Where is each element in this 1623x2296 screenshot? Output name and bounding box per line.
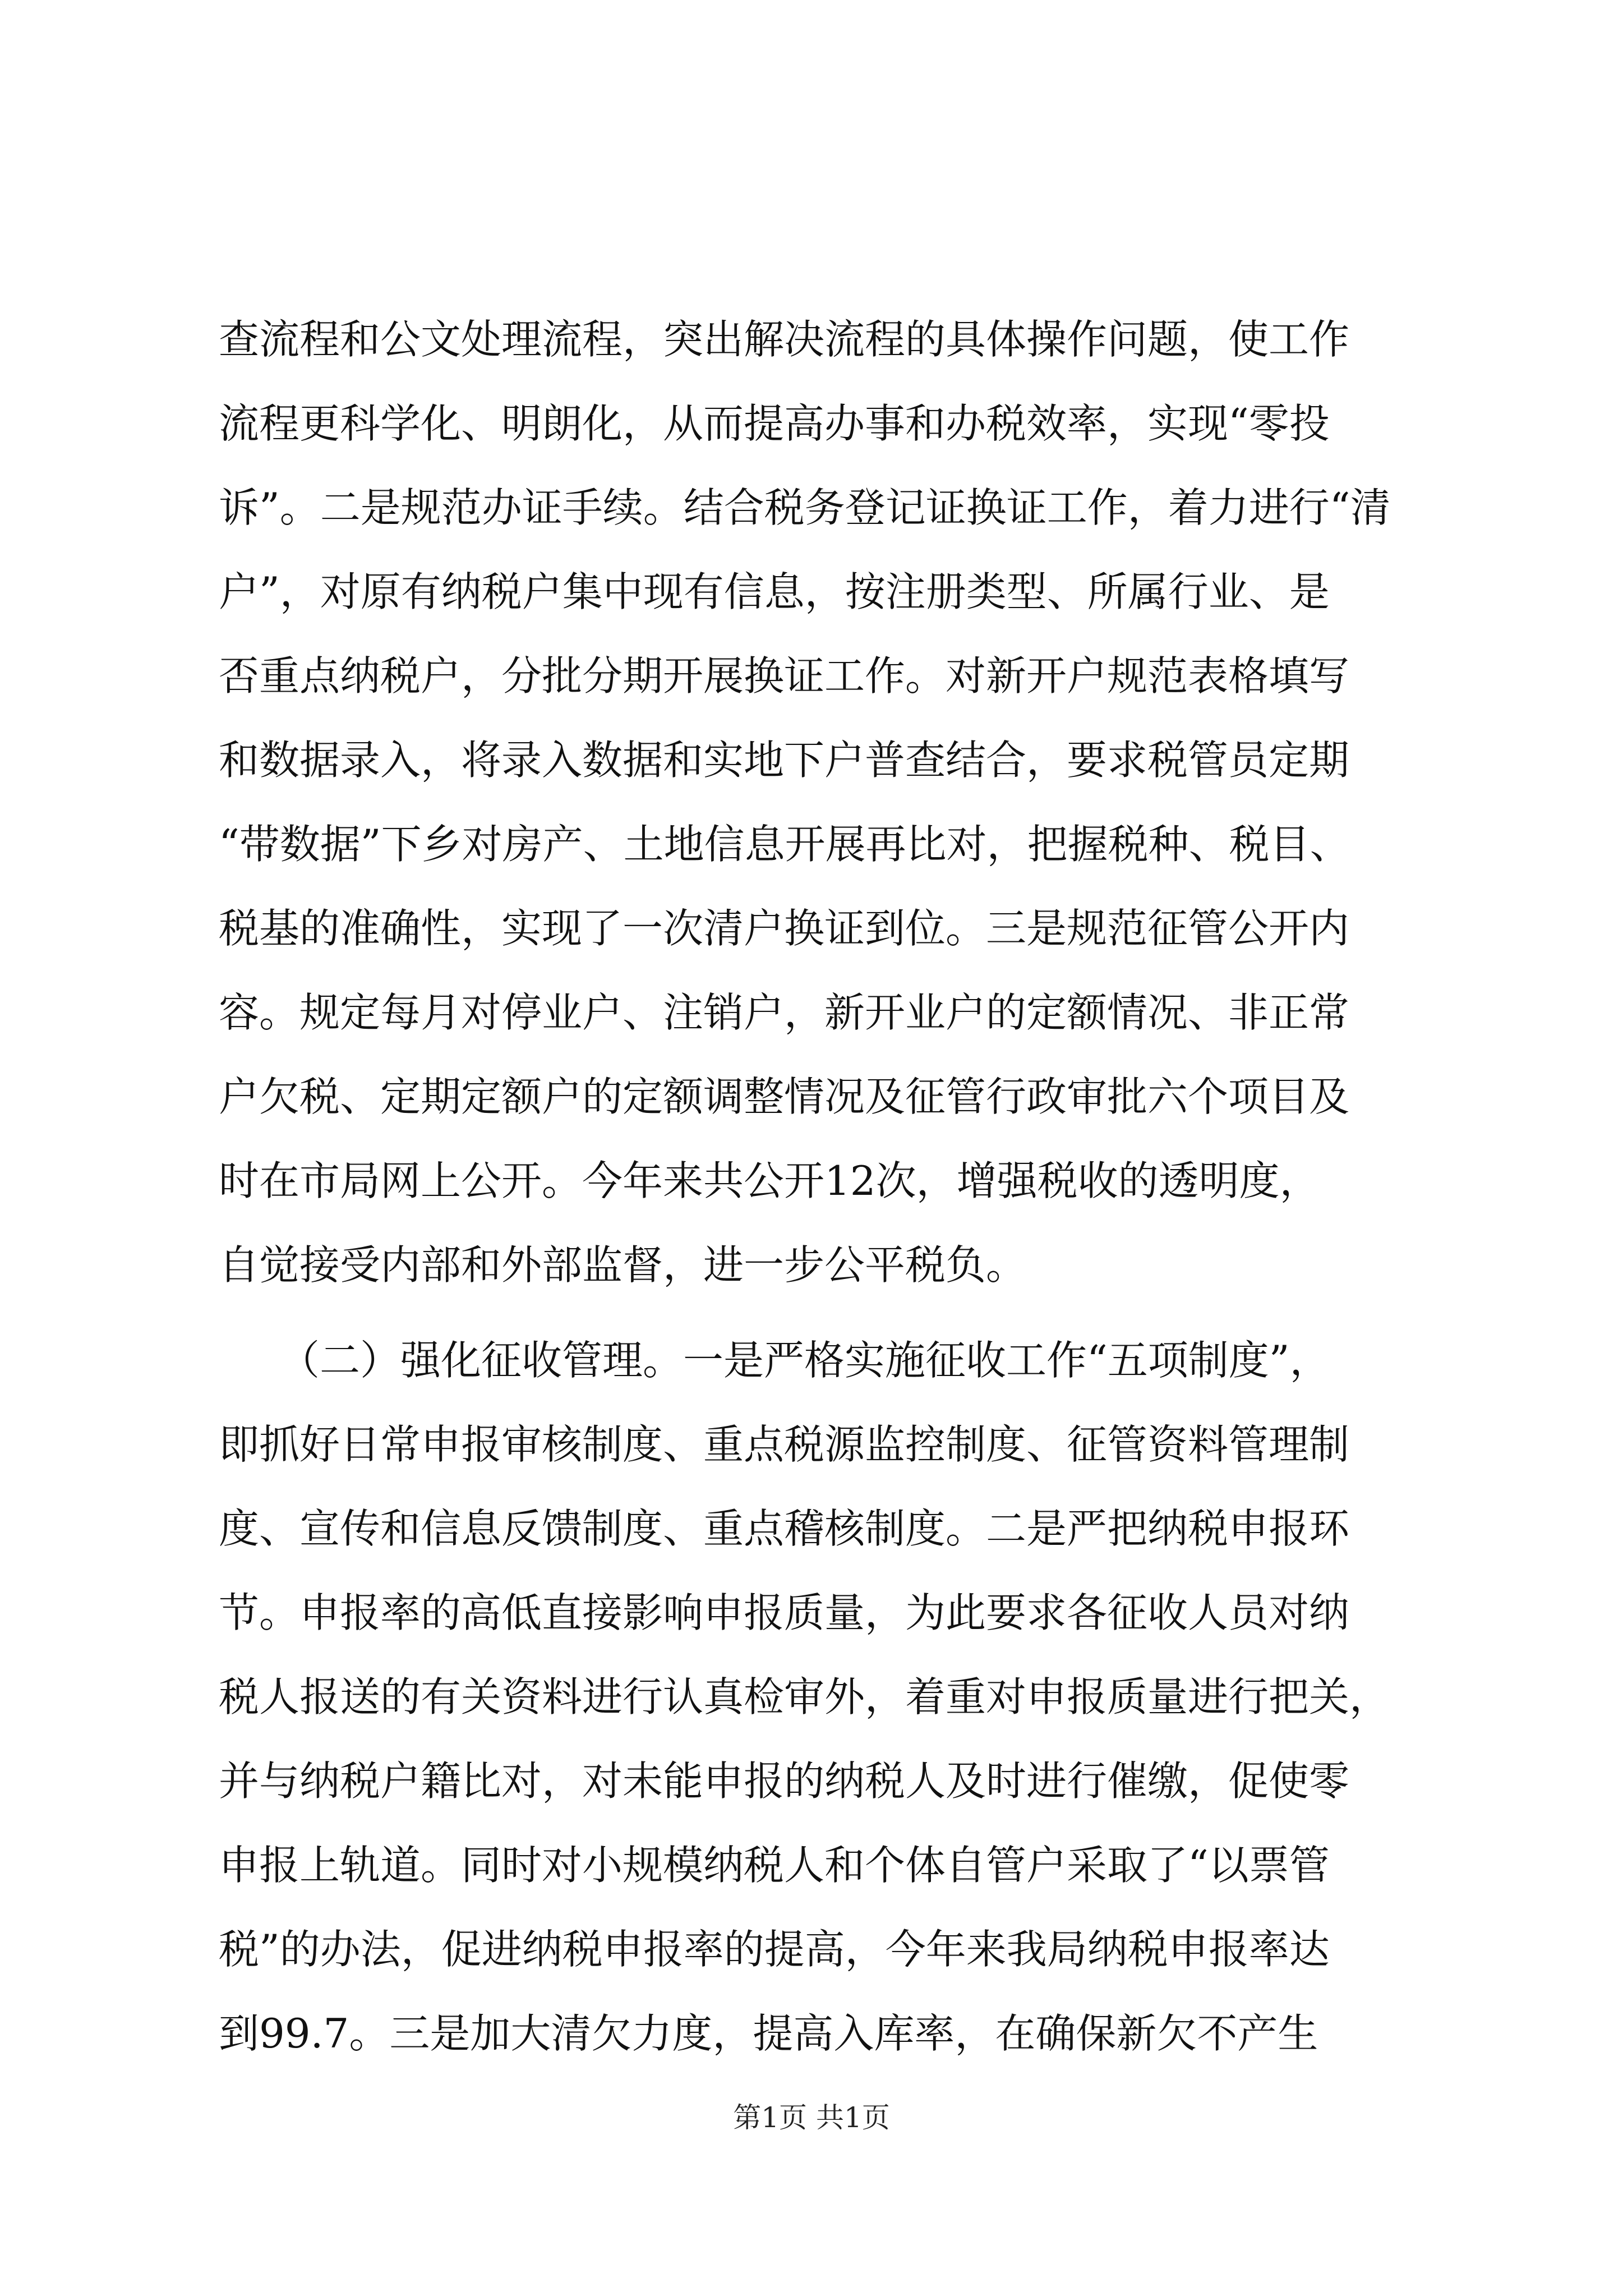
text-line: 税人报送的有关资料进行认真检审外，着重对申报质量进行把关， [219, 1673, 1390, 1720]
body-text [219, 297, 1402, 2076]
text-line: 流程更科学化、明朗化，从而提高办事和办税效率，实现“零投 [219, 400, 1330, 447]
text-line: 和数据录入，将录入数据和实地下户普查结合，要求税管员定期 [219, 737, 1350, 784]
text-line: 税基的准确性，实现了一次清户换证到位。三是规范征管公开内 [219, 905, 1350, 952]
text-line: 查流程和公文处理流程，突出解决流程的具体操作问题，使工作 [219, 316, 1350, 363]
text-line: （二）强化征收管理。一是严格实施征收工作“五项制度”， [219, 1337, 1330, 1384]
text-line: 节。申报率的高低直接影响申报质量，为此要求各征收人员对纳 [219, 1589, 1350, 1636]
text-line: 税”的办法，促进纳税申报率的提高，今年来我局纳税申报率达 [219, 1926, 1330, 1973]
paragraph-gap [219, 1307, 1402, 1318]
text-line: “带数据”下乡对房产、土地信息开展再比对，把握税种、税目、 [219, 821, 1350, 868]
text-line: 申报上轨道。同时对小规模纳税人和个体自管户采取了“以票管 [219, 1842, 1330, 1889]
text-line: 度、宣传和信息反馈制度、重点稽核制度。二是严把纳税申报环 [219, 1505, 1350, 1552]
text-line: 容。规定每月对停业户、注销户，新开业户的定额情况、非正常 [219, 989, 1350, 1036]
text-line: 户欠税、定期定额户的定额调整情况及征管行政审批六个项目及 [219, 1073, 1350, 1120]
text-line: 自觉接受内部和外部监督，进一步公平税负。 [219, 1241, 1027, 1289]
text-line: 否重点纳税户，分批分期开展换证工作。对新开户规范表格填写 [219, 652, 1350, 700]
text-line: 诉”。二是规范办证手续。结合税务登记证换证工作，着力进行“清 [219, 484, 1391, 531]
text-line: 到99.7。三是加大清欠力度，提高入库率，在确保新欠不产生 [219, 2010, 1318, 2057]
text-line: 即抓好日常申报审核制度、重点税源监控制度、征管资料管理制 [219, 1421, 1350, 1468]
text-line: 并与纳税户籍比对，对未能申报的纳税人及时进行催缴，促使零 [219, 1757, 1350, 1805]
text-line: 户”，对原有纳税户集中现有信息，按注册类型、所属行业、是 [219, 568, 1330, 615]
text-line: 时在市局网上公开。今年来共公开12次，增强税收的透明度， [219, 1157, 1320, 1204]
page-footer: 第1页 共1页 [733, 2101, 890, 2134]
